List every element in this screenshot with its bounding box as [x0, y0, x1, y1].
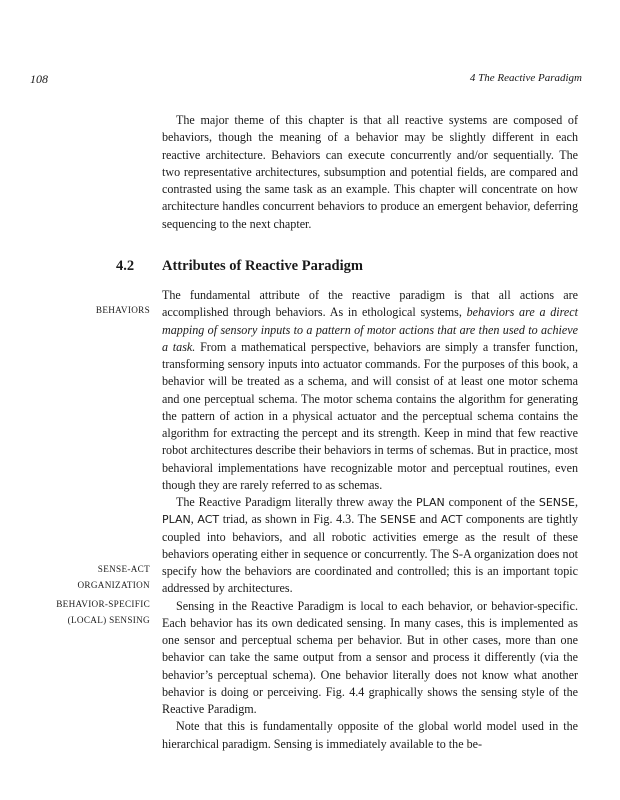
paragraph-1: The fundamental attribute of the reactive paradigm is that all actions are accomplished through behaviors. As in ethological systems, behaviors are a direct mapping of sensory inputs to a pattern of motor actions that are then used to achieve a task. From a mathematical perspective, behaviors are simply a transfer function, transforming sensory inputs into actuator commands. For the purposes of this book, a behavior will be treated as a schema, and will consist of at least one motor schema and one perceptual schema. The motor schema contains the algorithm for generating the pattern of action in a physical actuator and the perceptual schema contains the algorithm for extracting the percept and its strength. Keep in mind that few reactive robot architectures describe their behaviors in terms of schemas. But in practice, most behavioral implementations have recognizable motor and perceptual routines, even though they are rarely referred to as schemas.: [162, 288, 578, 492]
page-number: 108: [30, 72, 48, 86]
margin-note-sense-act-line1: SENSE-ACT: [97, 564, 150, 574]
margin-note-behaviors: BEHAVIORS: [95, 305, 150, 315]
running-title: 4 The Reactive Paradigm: [469, 72, 582, 84]
paragraph-3: Sensing in the Reactive Paradigm is local to each behavior, or behavior-specific. Each behavior has its own dedicated sensing. In many cases, this is implemented as one sensor and perceptual schema per behavior. But in other cases, more than one behavior can take the same output from a sensor and process it differently (via the behavior’s perceptual schema). One behavior literally does not know what another behavior is doing or perceiving. Fig. 4.4 graphically shows the sensing style of the Reactive Paradigm.: [162, 598, 578, 716]
section-number: 4.2: [116, 258, 135, 274]
margin-note-sense-act: [78, 561, 151, 593]
paragraph-2: The Reactive Paradigm literally threw away the PLAN component of the SENSE, PLAN, ACT triad, as shown in Fig. 4.3. The SENSE and ACT components are tightly coupled into behaviors, and all robotic activities emerge as the result of these behaviors operating either in sequence or concurrently. The S-A organization does not specify how the behaviors are coordinated and controlled; this is an important topic addressed by architectures.: [162, 495, 579, 596]
intro-block: [162, 112, 578, 233]
margin-note-behavior-specific-line1: BEHAVIOR-SPECIFIC: [56, 599, 150, 609]
paragraph-4: Note that this is fundamentally opposite of the global world model used in the hierarchical paradigm. Sensing is immediately available to the be-: [162, 719, 578, 751]
margin-note-behavior-specific-line2: (LOCAL) SENSING: [67, 615, 150, 625]
margin-note-behavior-specific: [56, 596, 150, 628]
behavior-definition: behaviors are a direct mapping of sensory inputs to a pattern of motor actions that are then used to achieve a task.: [162, 305, 578, 354]
section-title: Attributes of Reactive Paradigm: [162, 258, 363, 274]
intro-paragraph: The major theme of this chapter is that all reactive systems are composed of behaviors, though the meaning of a behavior may be slightly different in each reactive architecture. Behaviors can execute concurrently and/or sequentially. The two representative architectures, subsumption and potential fields, are compared and contrasted using the same task as an example. This chapter will concentrate on how architecture handles concurrent behaviors to produce an emergent behavior, deferring sequencing to the next chapter.: [162, 113, 578, 231]
section-body: [162, 287, 578, 753]
margin-note-sense-act-line2: ORGANIZATION: [77, 580, 150, 590]
